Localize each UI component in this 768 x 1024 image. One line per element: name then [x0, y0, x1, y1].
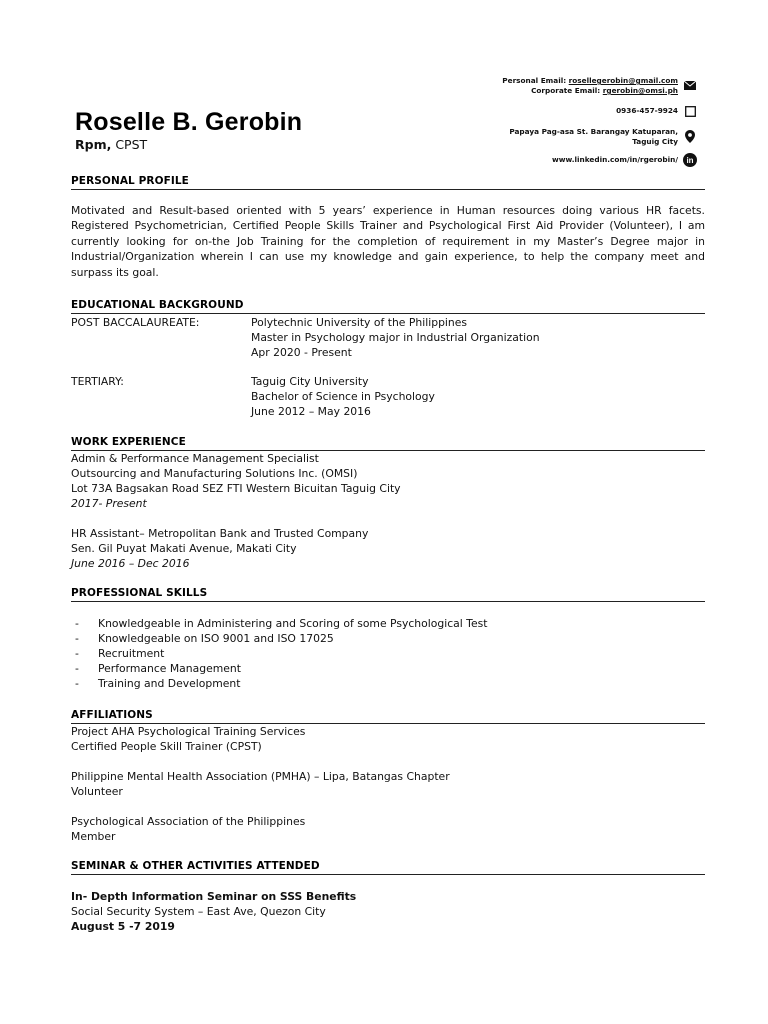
list-item: - Knowledgeable on ISO 9001 and ISO 17025 — [75, 632, 334, 645]
seminars-heading: SEMINAR & OTHER ACTIVITIES ATTENDED — [71, 860, 705, 875]
profile-section — [71, 175, 705, 280]
education-heading: EDUCATIONAL BACKGROUND — [71, 299, 705, 314]
affiliation-entry: Philippine Mental Health Association (PMHA) – Lipa, Batangas Chapter Volunteer — [71, 770, 450, 798]
skills-list — [71, 616, 705, 691]
seminar-entry — [71, 889, 705, 934]
skills-section — [71, 587, 705, 691]
job-entry — [71, 526, 705, 571]
list-item: - Recruitment — [75, 647, 165, 660]
list-item: - Performance Management — [75, 662, 241, 675]
education-level: POST BACCALAUREATE: — [71, 316, 200, 329]
phone-icon — [683, 105, 697, 117]
linkedin-url[interactable]: www.linkedin.com/in/rgerobin/ — [552, 155, 678, 164]
affiliation-entry: Project AHA Psychological Training Services Certified People Skill Trainer (CPST) — [71, 725, 306, 753]
education-dates: June 2012 – May 2016 — [251, 405, 371, 418]
job-address: Sen. Gil Puyat Makati Avenue, Makati City — [71, 542, 297, 555]
envelope-icon — [683, 79, 697, 91]
skills-heading: PROFESSIONAL SKILLS — [71, 587, 705, 602]
school-name: Taguig City University — [251, 375, 369, 388]
linkedin-icon[interactable] — [683, 153, 697, 167]
job-dates: 2017- Present — [71, 497, 147, 510]
candidate-credentials: Rpm, CPST — [75, 137, 148, 152]
education-entry — [71, 374, 705, 419]
svg-text:in: in — [686, 156, 694, 165]
education-entry — [71, 315, 705, 360]
affiliations-section — [71, 709, 705, 844]
candidate-name: Roselle B. Gerobin — [75, 108, 303, 136]
work-heading: WORK EXPERIENCE — [71, 436, 705, 451]
school-name: Polytechnic University of the Philippines — [251, 316, 468, 329]
seminar-place: Social Security System – East Ave, Quezon City — [71, 905, 326, 918]
job-address: Lot 73A Bagsakan Road SEZ FTI Western Bicuitan Taguig City — [71, 482, 401, 495]
location-pin-icon — [683, 129, 697, 143]
email-block: Personal Email: rosellegerobin@gmail.com Corporate Email: rgerobin@omsi.ph — [502, 76, 678, 95]
job-company: Outsourcing and Manufacturing Solutions Inc. (OMSI) — [71, 467, 358, 480]
seminars-section — [71, 860, 705, 934]
profile-heading: PERSONAL PROFILE — [71, 175, 705, 190]
affiliations-heading: AFFILIATIONS — [71, 709, 705, 724]
corporate-email-link[interactable]: rgerobin@omsi.ph — [602, 86, 678, 95]
job-entry — [71, 451, 705, 511]
education-section — [71, 299, 705, 419]
degree-name: Master in Psychology major in Industrial Organization — [251, 331, 540, 344]
education-level: TERTIARY: — [71, 375, 124, 388]
address-block: Papaya Pag-asa St. Barangay Katuparan, Taguig City — [509, 127, 678, 146]
job-dates: June 2016 – Dec 2016 — [71, 557, 190, 570]
phone-number: 0936-457-9924 — [616, 106, 678, 115]
education-dates: Apr 2020 - Present — [251, 346, 352, 359]
degree-name: Bachelor of Science in Psychology — [251, 390, 435, 403]
seminar-title: In- Depth Information Seminar on SSS Benefits — [71, 890, 357, 903]
seminar-dates: August 5 -7 2019 — [71, 920, 175, 933]
work-section — [71, 436, 705, 571]
list-item: - Training and Development — [75, 677, 241, 690]
profile-text: Motivated and Result-based oriented with 5 years’ experience in Human resources doing various HR facets. Registered Psychometrician, Certified People Skills Trainer and Psychological First Aid Provider (Volunteer), I am currently looking for on-the Job Training for the completion of requirement in my Master’s Degree major in Industrial/Organization wherein I can use my knowledge and gain experience, to help the company meet and surpass its goal. — [71, 204, 705, 279]
job-title: HR Assistant– Metropolitan Bank and Trusted Company — [71, 527, 369, 540]
job-title: Admin & Performance Management Specialist — [71, 452, 319, 465]
list-item: - Knowledgeable in Administering and Scoring of some Psychological Test — [75, 617, 488, 630]
affiliation-entry: Psychological Association of the Philippines Member — [71, 815, 306, 843]
personal-email-link[interactable]: rosellegerobin@gmail.com — [568, 76, 678, 85]
